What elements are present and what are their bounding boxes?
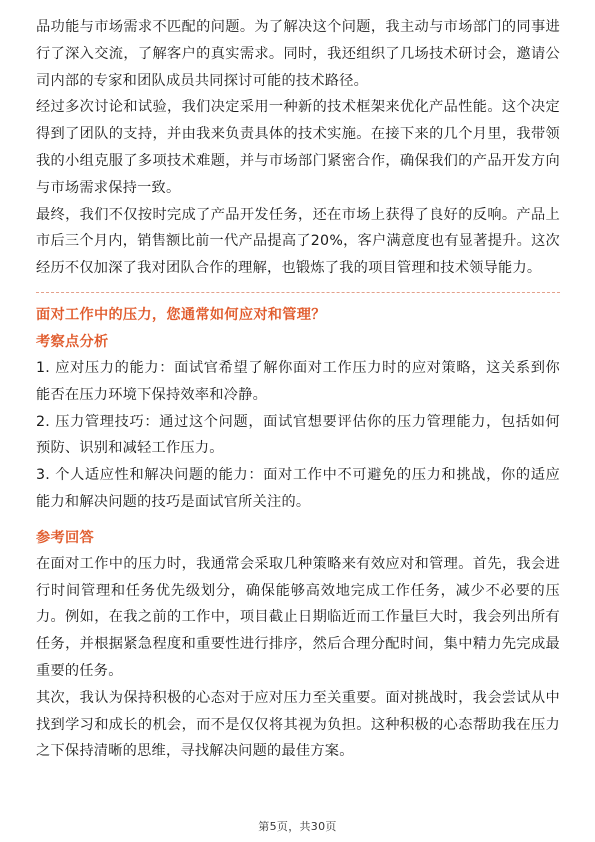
answer-paragraph: 在面对工作中的压力时，我通常会采取几种策略来有效应对和管理。首先，我会进行时间管理和任务优先级划分，确保能够高效地完成工作任务，减少不必要的压力。例如，在我之前的工作中，项目截止日期临近而工作量巨大时，我会列出所有任务，并根据紧急程度和重要性进行排序，然后合理分配时间，集中精力先完成最重要的任务。 — [36, 555, 560, 679]
body-paragraph: 最终，我们不仅按时完成了产品开发任务，还在市场上获得了良好的反响。产品上市后三个月内，销售额比前一代产品提高了20%，客户满意度也有显著提升。这次经历不仅加深了我对团队合作的理解，也锻炼了我的项目管理和技术领导能力。 — [36, 206, 560, 277]
body-paragraph: 经过多次讨论和试验，我们决定采用一种新的技术框架来优化产品性能。这个决定得到了团队的支持，并由我来负责具体的技术实施。在接下来的几个月里，我带领我的小组克服了多项技术难题，并与市场部门紧密合作，确保我们的产品开发方向与市场需求保持一致。 — [36, 99, 560, 196]
document-page — [36, 14, 560, 765]
page-number: 第5页，共30页 — [258, 820, 337, 833]
analysis-item: 2. 压力管理技巧：通过这个问题，面试官想要评估你的压力管理能力，包括如何预防、识别和减轻工作压力。 — [36, 413, 560, 457]
answer-paragraph: 其次，我认为保持积极的心态对于应对压力至关重要。面对挑战时，我会尝试从中找到学习和成长的机会，而不是仅仅将其视为负担。这种积极的心态帮助我在压力之下保持清晰的思维，寻找解决问题的最佳方案。 — [36, 689, 560, 760]
analysis-heading: 考察点分析 — [36, 333, 109, 350]
question-title: 面对工作中的压力，您通常如何应对和管理？ — [36, 306, 326, 323]
analysis-item: 3. 个人适应性和解决问题的能力：面对工作中不可避免的压力和挑战，你的适应能力和解决问题的技巧是面试官所关注的。 — [36, 467, 560, 510]
section-divider — [36, 292, 560, 293]
body-paragraph: 品功能与市场需求不匹配的问题。为了解决这个问题，我主动与市场部门的同事进行了深入交流，了解客户的真实需求。同时，我还组织了几场技术研讨会，邀请公司内部的专家和团队成员共同探讨可能的技术路径。 — [36, 19, 560, 89]
analysis-item: 1. 应对压力的能力：面试官希望了解你面对工作压力时的应对策略，这关系到你能否在压力环境下保持效率和冷静。 — [36, 359, 560, 403]
answer-heading: 参考回答 — [36, 529, 94, 546]
